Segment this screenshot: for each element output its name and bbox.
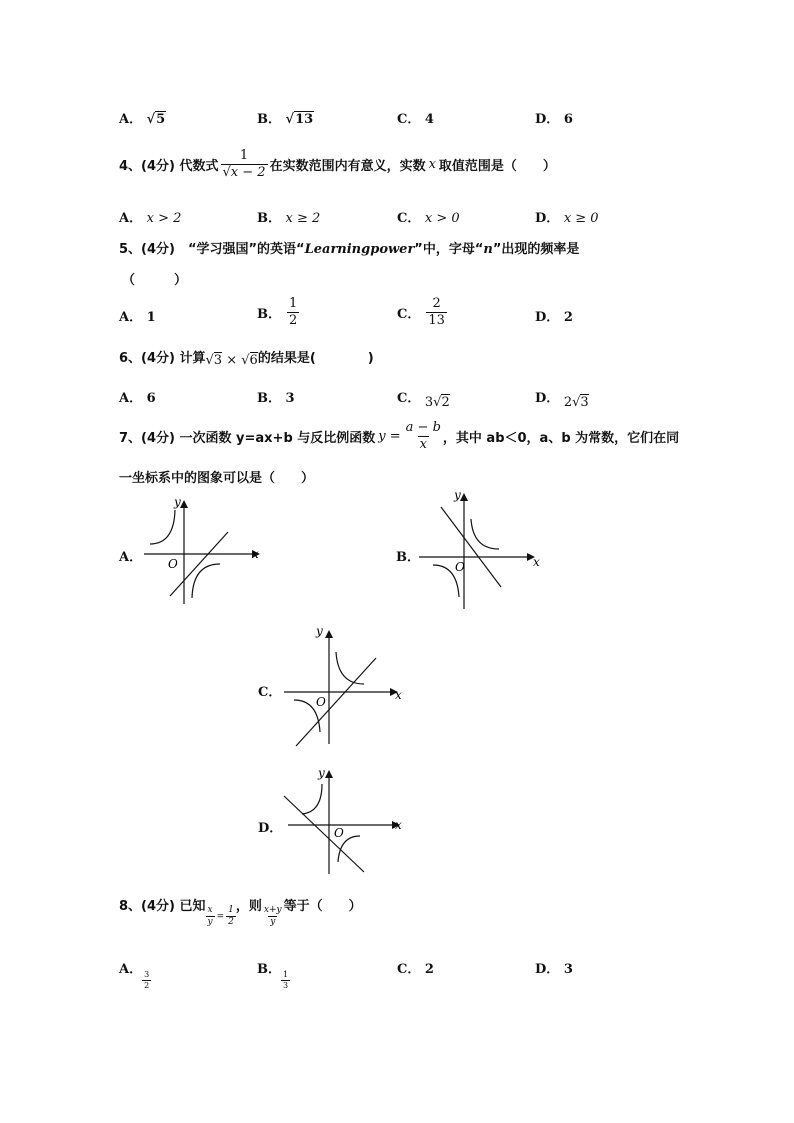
option-letter: B． [257,211,281,226]
coefficient: 2 [563,395,573,410]
question-text: 等于（ ） [283,899,362,914]
fraction [404,420,443,453]
graph-b[interactable] [415,487,545,612]
times-sign: × [226,353,238,368]
option-letter: C． [397,962,421,977]
question-text: 8、(4分) 已知 [119,899,206,914]
denominator: 13 [428,313,445,328]
x-label: x [395,818,402,832]
x-label: x [252,547,259,561]
question-text: 6、(4分) 计算 [119,351,206,366]
q3-option-c[interactable] [397,108,434,127]
english-word: Learningpower [304,242,415,257]
graph-c-label[interactable]: C． [258,685,282,700]
numerator: 3 [144,970,150,979]
radical-expression: 3√2 [424,395,450,410]
question-text: 取值范围是（ ） [438,159,556,174]
option-letter: A． [119,391,143,406]
radicand: x − 2 [230,165,266,180]
option-letter: B． [257,307,281,322]
q5-option-c[interactable] [397,296,447,329]
hyperbola-branch [471,519,499,549]
q7-stem [119,420,679,453]
y-label: y [316,624,323,638]
y-axis-arrow-icon [325,630,333,638]
q5-option-b[interactable] [257,296,299,329]
q5-answer-blank: （ ） [122,273,188,288]
hyperbola-branch [150,510,175,544]
option-value: 3 [563,962,573,977]
numerator: 1 [228,905,234,915]
q4-stem [119,148,556,181]
fraction [221,148,268,181]
q7-stem-line2: 一坐标系中的图象可以是（ ） [119,471,315,486]
q6-option-a[interactable] [119,387,156,406]
origin-label: O [334,826,344,840]
q4-option-b[interactable] [257,207,320,226]
q4-option-a[interactable] [119,207,181,226]
option-letter: D． [535,112,560,127]
q8-option-c[interactable] [397,958,434,977]
y-axis-arrow-icon [180,500,188,508]
denominator: x [419,437,427,452]
option-letter: C． [397,391,421,406]
denominator: 2 [228,917,234,927]
fraction [281,970,290,991]
q8-option-d[interactable] [535,958,573,977]
product-expression: √3 × √6 [205,353,258,368]
graph-c[interactable] [280,620,410,750]
hyperbola-branch [302,784,322,814]
fraction [426,296,447,329]
x-label: x [533,555,540,569]
question-text: ，其中 ab＜0，a、b 为常数，它们在同 [442,431,680,446]
option-value: 4 [424,112,434,127]
option-letter: B． [257,112,281,127]
option-value: 2 [424,962,434,977]
letter: n [483,242,493,257]
option-letter: D． [535,211,560,226]
q4-option-c[interactable] [397,207,460,226]
x-label: x [395,688,402,702]
y-label: y [174,495,181,509]
radical-expression: 2√3 [563,395,589,410]
option-letter: C． [397,112,421,127]
y-label: y [318,766,325,780]
q4-option-d[interactable] [535,207,599,226]
question-text: 4、(4分) 代数式 [119,159,219,174]
graph-d-label[interactable]: D． [258,821,283,836]
question-text: ，则 [235,899,262,914]
numerator: x [207,905,213,915]
option-letter: A． [119,112,143,127]
origin-label: O [168,557,178,571]
fraction [226,905,236,928]
fraction [262,905,284,928]
option-letter: B． [257,962,281,977]
option-letter: A． [119,310,143,325]
graph-a-label[interactable]: A． [119,550,143,565]
option-value: x ≥ 0 [563,211,599,226]
denominator: 2 [289,313,298,328]
option-value: 6 [563,112,573,127]
hyperbola-branch [192,564,220,598]
radicand: 3 [213,353,223,368]
question-text: ”出现的频率是 [492,242,580,257]
radicand: 2 [441,395,450,410]
q5-option-a[interactable] [119,306,156,325]
q5-option-d[interactable] [535,306,573,325]
radicand: 3 [580,395,589,410]
q6-option-b[interactable] [257,387,295,406]
option-value: 6 [146,391,156,406]
graph-b-label[interactable]: B． [396,550,420,565]
given-equation [206,905,236,928]
question-text: 在实数范围内有意义，实数 [269,159,426,174]
variable: x [428,157,436,172]
y-axis-arrow-icon [325,770,333,778]
fraction [142,970,151,991]
graph-d[interactable] [280,762,410,877]
option-value: 2 [563,310,573,325]
option-letter: C． [397,211,421,226]
origin-label: O [316,695,326,709]
option-value: 3 [285,391,295,406]
option-letter: D． [535,391,560,406]
numerator: a − b [405,420,441,435]
denominator: y [207,917,213,927]
q6-option-c[interactable] [397,387,450,410]
q5-stem [119,238,579,257]
denominator: 2 [144,981,150,990]
option-letter: A． [119,962,143,977]
numerator: 1 [283,970,289,979]
hyperbola-branch [336,652,364,684]
option-letter: A． [119,211,143,226]
q8-stem [119,895,362,928]
sqrt-expression: √5 [146,112,166,127]
linear-function-line [284,796,364,872]
question-text: 7、(4分) 一次函数 y=ax+b 与反比例函数 [119,431,376,446]
option-value: x > 2 [146,211,182,226]
linear-function-line [441,507,501,587]
option-value: x > 0 [424,211,460,226]
q6-stem [119,345,374,368]
option-value: 1 [146,310,156,325]
option-letter: D． [535,310,560,325]
option-letter: B． [257,391,281,406]
linear-function-line [296,658,376,746]
y-axis-arrow-icon [460,493,468,501]
q8-option-a[interactable] [119,958,151,991]
q3-option-d[interactable] [535,108,573,127]
question-text: 的结果是( ) [257,351,374,366]
numerator: x+y [263,905,282,915]
radicand: 5 [156,112,166,127]
equation-lhs: y = [378,429,401,444]
question-text: 5、(4分) “学习强国”的英语“ [119,242,305,257]
q3-option-b[interactable] [257,108,314,127]
question-text: ”中，字母“ [414,242,484,257]
radicand: 6 [249,353,258,368]
origin-label: O [455,560,465,574]
denominator: √x − 2 [222,165,266,180]
equals-sign: = [216,911,225,922]
numerator: 1 [289,296,298,311]
y-label: y [454,488,461,502]
option-letter: C． [397,307,421,322]
denominator: 3 [283,981,289,990]
fraction [206,905,215,928]
q3-option-a[interactable] [119,108,166,127]
graph-a[interactable] [140,492,270,612]
coefficient: 3 [424,395,434,410]
fraction [287,296,299,329]
numerator: 1 [239,148,249,163]
option-letter: D． [535,962,560,977]
q8-option-b[interactable] [257,958,290,991]
numerator: 2 [432,296,441,311]
q6-option-d[interactable] [535,387,589,410]
sqrt-expression: √13 [285,112,314,127]
option-value: x ≥ 2 [285,211,321,226]
radicand: 13 [295,112,314,127]
denominator: y [270,917,276,927]
